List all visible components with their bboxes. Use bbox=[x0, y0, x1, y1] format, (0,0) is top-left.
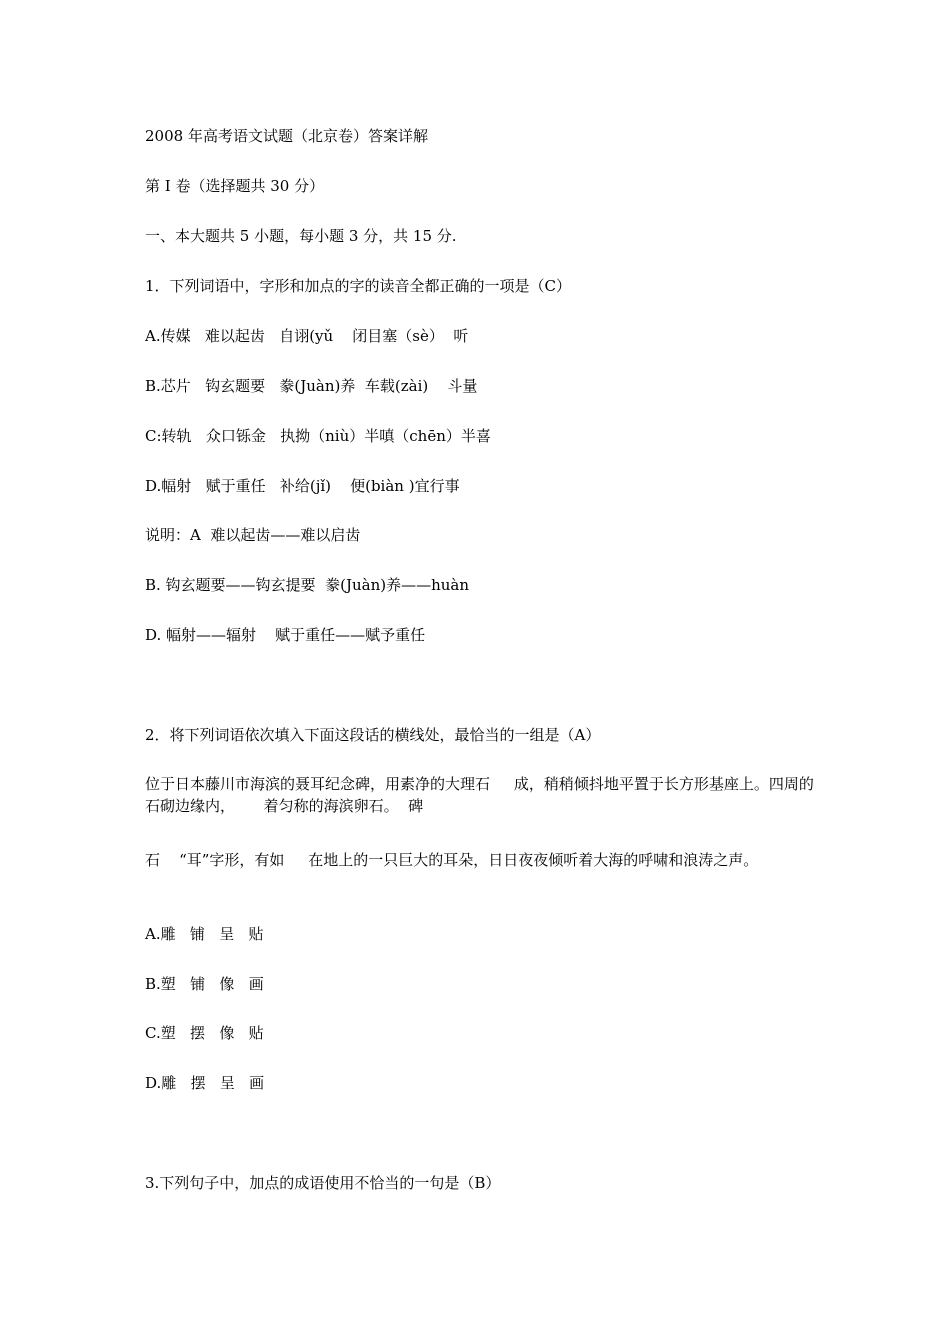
question-2-stem: 2．将下列词语依次填入下面这段话的横线处，最恰当的一组是（A） bbox=[145, 726, 601, 744]
question-1-stem: 1．下列词语中，字形和加点的字的读音全都正确的一项是（C） bbox=[145, 277, 572, 295]
question-2-passage-1: 位于日本藤川市海滨的聂耳纪念碑，用素净的大理石 成，稍稍倾抖地平置于长方形基座上。四周的石砌边缘内， 着匀称的海滨卵石。 碑 bbox=[145, 775, 814, 815]
question-1-option-c: C:转轨 众口铄金 执拗（niù）半嗔（chēn）半喜 bbox=[145, 427, 491, 445]
section-heading: 第 I 卷（选择题共 30 分） bbox=[145, 177, 325, 195]
question-1-option-d: D.幅射 赋于重任 补给(jǐ) 便(biàn )宜行事 bbox=[145, 477, 460, 495]
question-1-option-a: A.传媒 难以起齿 自诩(yǔ 闭目塞（sè） 听 bbox=[145, 327, 469, 345]
question-1-note-a: 说明：A 难以起齿——难以启齿 bbox=[145, 526, 361, 544]
question-1-option-b: B.芯片 钩玄题要 豢(Juàn)养 车载(zài) 斗量 bbox=[145, 377, 478, 395]
question-2-option-d: D.雕 摆 呈 画 bbox=[145, 1074, 265, 1092]
document-title: 2008 年高考语文试题（北京卷）答案详解 bbox=[145, 127, 428, 145]
question-1-note-b: B. 钩玄题要——钩玄提要 豢(Juàn)养——huàn bbox=[145, 576, 470, 594]
question-2-passage-2: 石 “耳”字形，有如 在地上的一只巨大的耳朵，日日夜夜倾听着大海的呼啸和浪涛之声。 bbox=[145, 851, 759, 869]
question-3-stem: 3.下列句子中，加点的成语使用不恰当的一句是（B） bbox=[145, 1174, 501, 1192]
question-2-option-b: B.塑 铺 像 画 bbox=[145, 975, 264, 993]
part-intro: 一、本大题共 5 小题，每小题 3 分，共 15 分. bbox=[145, 227, 457, 245]
question-1-note-d: D. 幅射——辐射 赋于重任——赋予重任 bbox=[145, 626, 426, 644]
question-2-option-c: C.塑 摆 像 贴 bbox=[145, 1024, 264, 1042]
question-2-option-a: A.雕 铺 呈 贴 bbox=[145, 925, 264, 943]
